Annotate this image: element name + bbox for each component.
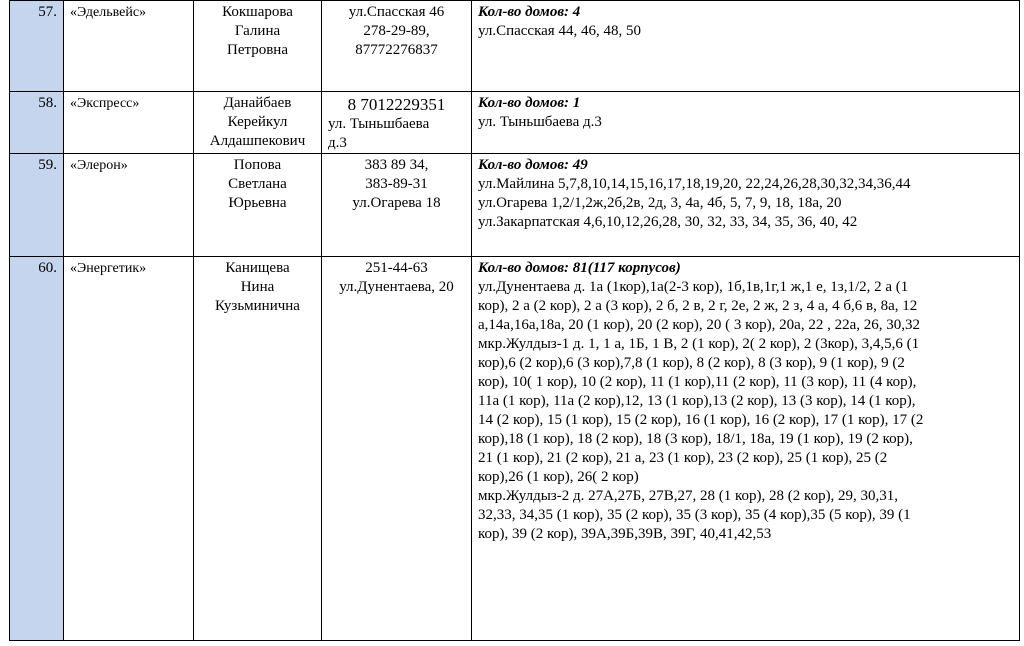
row-number: 58. (10, 92, 64, 154)
person-patronymic: Петровна (227, 42, 288, 58)
contact-line: 251-44-63 (365, 260, 428, 276)
row-number: 60. (10, 257, 64, 641)
contact-person (194, 257, 322, 641)
person-first-name: Светлана (228, 176, 287, 192)
houses-line: 32,33, 34,35 (1 кор), 35 (2 кор), 35 (3 кор), 35 (4 кор),35 (5 кор), 39 (1 (478, 507, 911, 523)
row-number: 57. (10, 1, 64, 92)
houses-line: ул.Огарева 1,2/1,2ж,2б,2в, 2д, 3, 4а, 4б, 5, 7, 9, 18, 18а, 20 (478, 195, 842, 211)
houses-line: а,14а,16а,18а, 20 (1 кор), 20 (2 кор), 20 ( 3 кор), 20а, 22 , 22а, 26, 30,32 (478, 317, 920, 333)
person-patronymic: Алдашпекович (209, 133, 306, 149)
contact-person (194, 154, 322, 257)
houses-line: мкр.Жулдыз-1 д. 1, 1 а, 1Б, 1 В, 2 (1 кор), 2( 2 кор), 2 (3кор), 3,4,5,6 (1 (478, 336, 920, 352)
houses-line: 14 (2 кор), 15 (1 кор), 15 (2 кор), 16 (1 кор), 16 (2 кор), 17 (1 кор), 17 (2 (478, 412, 924, 428)
organization-name: «Эдельвейс» (64, 1, 194, 92)
houses-cell (472, 92, 1020, 154)
contact-info (322, 92, 472, 154)
person-surname: Данайбаев (223, 95, 292, 111)
table-row (10, 1, 1020, 92)
housing-registry-table (9, 0, 1020, 641)
contact-line: 383-89-31 (365, 176, 428, 192)
houses-count-label: Кол-во домов: 4 (478, 4, 581, 20)
houses-line: ул.Дунентаева д. 1а (1кор),1а(2-3 кор), 1б,1в,1г,1 ж,1 е, 1з,1/2, 2 а (1 (478, 279, 909, 295)
houses-cell (472, 154, 1020, 257)
houses-line: мкр.Жулдыз-2 д. 27А,27Б, 27В,27, 28 (1 кор), 28 (2 кор), 29, 30,31, (478, 488, 899, 504)
organization-name: «Энергетик» (64, 257, 194, 641)
houses-line: кор),18 (1 кор), 18 (2 кор), 18 (3 кор), 18/1, 18а, 19 (1 кор), 19 (2 кор), (478, 431, 913, 447)
houses-count-label: Кол-во домов: 49 (478, 157, 588, 173)
contact-line: ул.Огарева 18 (352, 195, 441, 211)
person-first-name: Нина (240, 279, 275, 295)
contact-line: ул.Спасская 46 (348, 4, 445, 20)
houses-cell (472, 257, 1020, 641)
houses-count-label: Кол-во домов: 1 (478, 95, 581, 111)
organization-name: «Экспресс» (64, 92, 194, 154)
houses-line: 11а (1 кор), 11а (2 кор),12, 13 (1 кор),13 (2 кор), 13 (3 кор), 14 (1 кор), (478, 393, 916, 409)
contact-person (194, 1, 322, 92)
contact-line: 383 89 34, (364, 157, 429, 173)
contact-phone: 8 7012229351 (347, 95, 446, 114)
houses-line: кор), 2 а (2 кор), 2 а (3 кор), 2 б, 2 в, 2 г, 2е, 2 ж, 2 з, 4 а, 4 б,6 в, 8а, 12 (478, 298, 918, 314)
organization-name: «Элерон» (64, 154, 194, 257)
person-first-name: Галина (234, 23, 281, 39)
houses-line: ул.Майлина 5,7,8,10,14,15,16,17,18,19,20, 22,24,26,28,30,32,34,36,44 (478, 176, 911, 192)
houses-line: 21 (1 кор), 21 (2 кор), 21 а, 23 (1 кор), 23 (2 кор), 25 (1 кор), 25 (2 (478, 450, 888, 466)
table-row (10, 92, 1020, 154)
contact-line: ул. Тыньшбаева (328, 116, 430, 132)
contact-line: ул.Дунентаева, 20 (339, 279, 454, 295)
contact-person (194, 92, 322, 154)
houses-line: кор),26 (1 кор), 26( 2 кор) (478, 469, 639, 485)
houses-line: кор),6 (2 кор),6 (3 кор),7,8 (1 кор), 8 (2 кор), 8 (3 кор), 9 (1 кор), 9 (2 (478, 355, 905, 371)
person-first-name: Керейкул (227, 114, 288, 130)
person-patronymic: Кузьминична (215, 298, 300, 314)
person-surname: Кокшарова (222, 4, 293, 20)
houses-line: кор), 39 (2 кор), 39А,39Б,39В, 39Г, 40,41,42,53 (478, 526, 772, 542)
row-number: 59. (10, 154, 64, 257)
houses-line: ул. Тыньшбаева д.3 (478, 114, 602, 130)
houses-line: ул.Закарпатская 4,6,10,12,26,28, 30, 32, 33, 34, 35, 36, 40, 42 (478, 214, 858, 230)
houses-count-label: Кол-во домов: 81(117 корпусов) (478, 260, 681, 276)
person-surname: Канищева (225, 260, 290, 276)
contact-info (322, 154, 472, 257)
contact-line: д.3 (328, 135, 347, 151)
houses-line: кор), 10( 1 кор), 10 (2 кор), 11 (1 кор),11 (2 кор), 11 (3 кор), 11 (4 кор), (478, 374, 917, 390)
houses-cell (472, 1, 1020, 92)
table-row (10, 154, 1020, 257)
person-patronymic: Юрьевна (228, 195, 287, 211)
houses-line: ул.Спасская 44, 46, 48, 50 (478, 23, 641, 39)
person-surname: Попова (233, 157, 282, 173)
contact-info (322, 257, 472, 641)
contact-line: 87772276837 (355, 42, 438, 58)
contact-info (322, 1, 472, 92)
table-row (10, 257, 1020, 641)
contact-line: 278-29-89, (363, 23, 430, 39)
